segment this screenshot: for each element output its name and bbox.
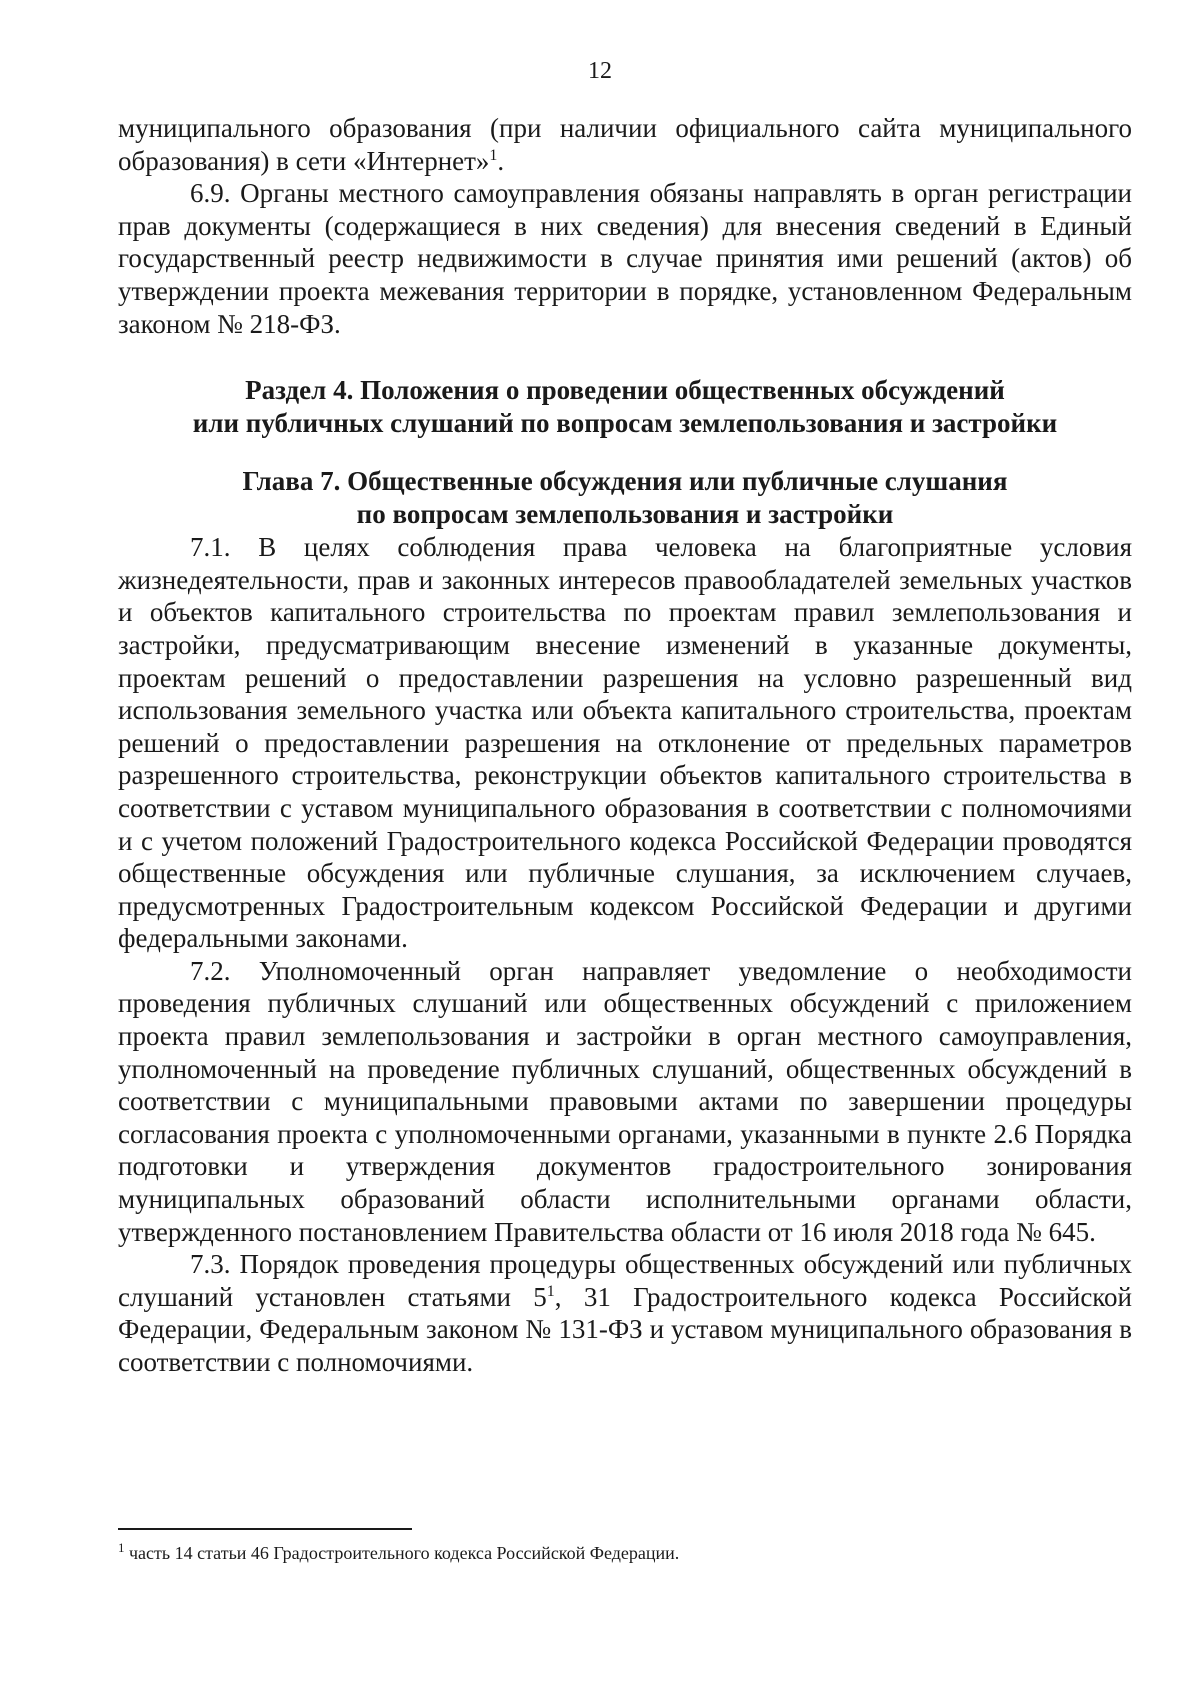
section-heading-line-1: Раздел 4. Положения о проведении общественных обсуждений bbox=[245, 375, 1005, 406]
section-heading bbox=[118, 374, 1132, 440]
section-heading-line-2: или публичных слушаний по вопросам землепользования и застройки bbox=[192, 408, 1058, 439]
chapter-heading-line-2: по вопросам землепользования и застройки bbox=[356, 499, 894, 530]
document-body bbox=[118, 112, 1132, 1379]
paragraph-continuation-text: муниципального образования (при наличии официального сайта муниципального образования) в сети «Интернет» bbox=[118, 113, 1132, 176]
footnote-text: часть 14 статьи 46 Градостроительного кодекса Российской Федерации. bbox=[124, 1543, 680, 1563]
paragraph-7-3-text-start: 7.3. Порядок проведения процедуры общественных обсуждений или публичных слушаний установлен статьями 5 bbox=[118, 1249, 1132, 1312]
footnote-mark: 1 bbox=[118, 1540, 125, 1555]
page-number: 12 bbox=[588, 58, 612, 84]
footnote-reference: 1 bbox=[489, 146, 498, 164]
paragraph-7-2: 7.2. Уполномоченный орган направляет уведомление о необходимости проведения публичных слушаний или общественных обсуждений с приложением проекта правил землепользования и застройки в орган местного самоуправления, уполномоченный на проведение публичных слушаний, общественных обсуждений в соответствии с муниципальными правовыми актами по завершении процедуры согласования проекта с уполномоченными органами, указанными в пункте 2.6 Порядка подготовки и утверждения документов градостроительного зонирования муниципальных образований области исполнительными органами области, утвержденного постановлением Правительства области от 16 июля 2018 года № 645. bbox=[118, 955, 1132, 1247]
chapter-heading bbox=[118, 465, 1132, 531]
paragraph-6-9: 6.9. Органы местного самоуправления обязаны направлять в орган регистрации прав документы (содержащиеся в них сведения) для внесения сведений в Единый государственный реестр недвижимости в случае принятия ими решений (актов) об утверждении проекта межевания территории в порядке, установленном Федеральным законом № 218-ФЗ. bbox=[118, 178, 1132, 339]
paragraph-7-3-text-end: , 31 Градостроительного кодекса Российской Федерации, Федеральным законом № 131-ФЗ и уставом муниципального образования в соответствии с полномочиями. bbox=[118, 1281, 1132, 1377]
chapter-heading-line-1: Глава 7. Общественные обсуждения или публичные слушания bbox=[242, 466, 1008, 497]
paragraph-7-3 bbox=[118, 1248, 1132, 1378]
paragraph-continuation-tail: . bbox=[497, 145, 505, 176]
footnote-divider bbox=[118, 1528, 412, 1530]
paragraph-7-1: 7.1. В целях соблюдения права человека на благоприятные условия жизнедеятельности, прав и законных интересов правообладателей земельных участков и объектов капитального строительства по проектам правил землепользования и застройки, предусматривающим внесение изменений в указанные документы, проектам решений о предоставлении разрешения на условно разрешенный вид использования земельного участка или объекта капитального строительства, проектам решений о предоставлении разрешения на отклонение от предельных параметров разрешенного строительства, реконструкции объектов капитального строительства в соответствии с уставом муниципального образования в соответствии с полномочиями и с учетом положений Градостроительного кодекса Российской Федерации проводятся общественные обсуждения или публичные слушания, за исключением случаев, предусмотренных Градостроительным кодексом Российской Федерации и другими федеральными законами. bbox=[118, 532, 1132, 954]
paragraph-continuation bbox=[118, 112, 1132, 177]
article-superscript: 1 bbox=[546, 1282, 555, 1300]
footnote bbox=[118, 1541, 1132, 1565]
